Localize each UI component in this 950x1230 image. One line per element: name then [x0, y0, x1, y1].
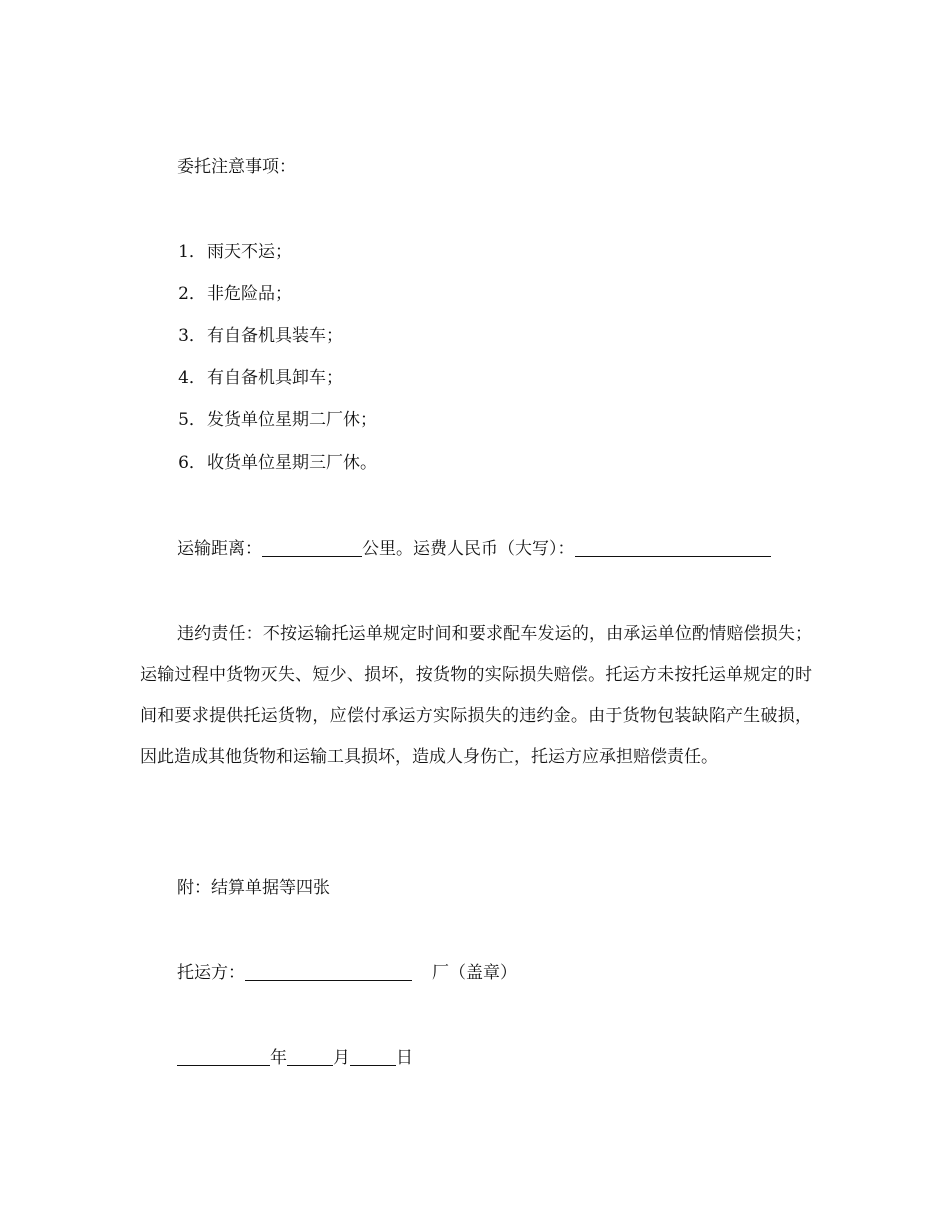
- attachment-line: 附：结算单据等四张: [177, 878, 330, 898]
- list-number: 3．: [178, 326, 206, 346]
- date-line: [177, 1046, 413, 1070]
- fee-amount-blank[interactable]: [575, 538, 771, 557]
- distance-blank[interactable]: [262, 538, 362, 557]
- year-label: 年: [270, 1048, 287, 1068]
- day-label: 日: [396, 1048, 413, 1068]
- notes-heading: 委托注意事项：: [177, 157, 296, 177]
- list-text: 收货单位星期三厂休。: [207, 453, 377, 473]
- seal-label: 厂（盖章）: [432, 963, 517, 983]
- year-blank[interactable]: [177, 1047, 270, 1066]
- month-blank[interactable]: [287, 1047, 333, 1066]
- list-number: 6．: [178, 453, 206, 473]
- day-blank[interactable]: [350, 1047, 396, 1066]
- list-item: [177, 324, 343, 348]
- list-text: 有自备机具卸车；: [207, 368, 343, 388]
- list-item: [177, 451, 377, 475]
- consignor-line: [177, 961, 517, 985]
- transport-line: [177, 537, 771, 561]
- month-label: 月: [333, 1048, 350, 1068]
- fee-label: 公里。运费人民币（大写）：: [362, 539, 575, 559]
- distance-label: 运输距离：: [177, 539, 262, 559]
- list-number: 5．: [178, 410, 206, 430]
- list-number: 1．: [178, 242, 206, 262]
- list-number: 4．: [178, 368, 206, 388]
- list-text: 非危险品；: [207, 284, 292, 304]
- list-text: 雨天不运；: [207, 242, 292, 262]
- list-text: 发货单位星期二厂休；: [207, 410, 377, 430]
- list-item: [177, 408, 377, 432]
- consignor-label: 托运方：: [177, 963, 245, 983]
- list-item: [177, 366, 343, 390]
- list-text: 有自备机具装车；: [207, 326, 343, 346]
- consignor-name-blank[interactable]: [245, 962, 412, 981]
- list-item: [177, 282, 292, 306]
- list-number: 2．: [178, 284, 206, 304]
- liability-paragraph: 违约责任：不按运输托运单规定时间和要求配车发运的，由承运单位酌情赔偿损失；运输过程中货物灭失、短少、损坏，按货物的实际损失赔偿。托运方未按托运单规定的时间和要求提供托运货物，应偿付承运方实际损失的违约金。由于货物包装缺陷产生破损，因此造成其他货物和运输工具损坏，造成人身伤亡，托运方应承担赔偿责任。: [140, 624, 812, 767]
- list-item: [177, 240, 292, 264]
